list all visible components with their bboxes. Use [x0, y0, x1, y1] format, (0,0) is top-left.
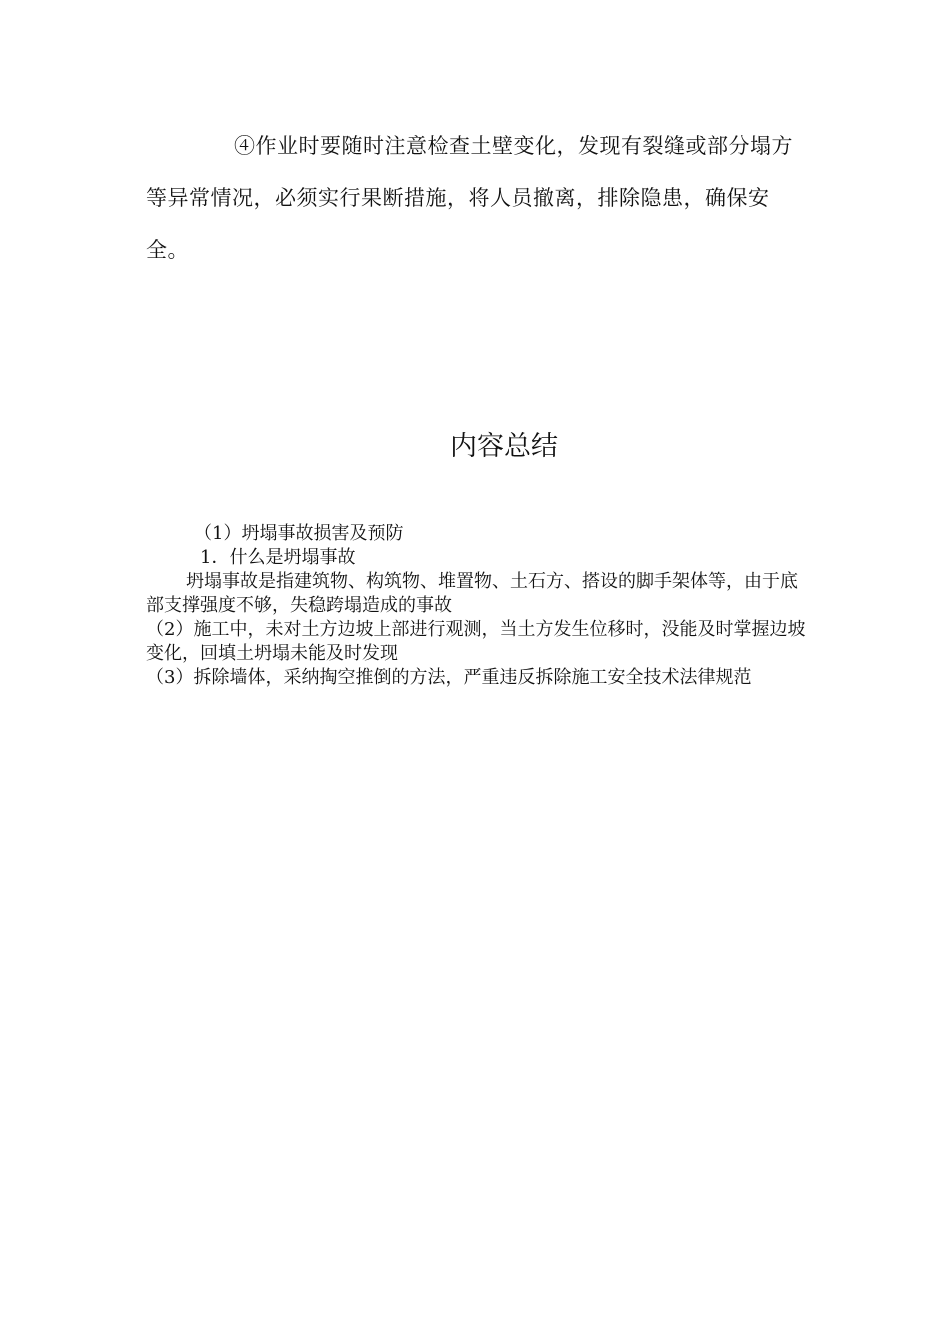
summary-section — [146, 522, 806, 690]
summary-heading: （1）坍塌事故损害及预防 — [194, 523, 404, 544]
summary-subheading: 1．什么是坍塌事故 — [200, 547, 356, 568]
body-paragraph: ④作业时要随时注意检查土壁变化，发现有裂缝或部分塌方等异常情况，必须实行果断措施，将人员撤离，排除隐患，确保安全。 — [146, 134, 793, 262]
summary-definition: 坍塌事故是指建筑物、构筑物、堆置物、土石方、搭设的脚手架体等，由于底部支撑强度不够，失稳跨塌造成的事故 — [146, 571, 798, 616]
summary-item-3: （3）拆除墙体，采纳掏空推倒的方法，严重违反拆除施工安全技术法律规范 — [146, 667, 752, 688]
summary-item-2: （2）施工中，未对土方边坡上部进行观测，当土方发生位移时，没能及时掌握边坡变化，回填土坍塌未能及时发现 — [146, 619, 806, 664]
summary-title: 内容总结 — [450, 431, 558, 462]
